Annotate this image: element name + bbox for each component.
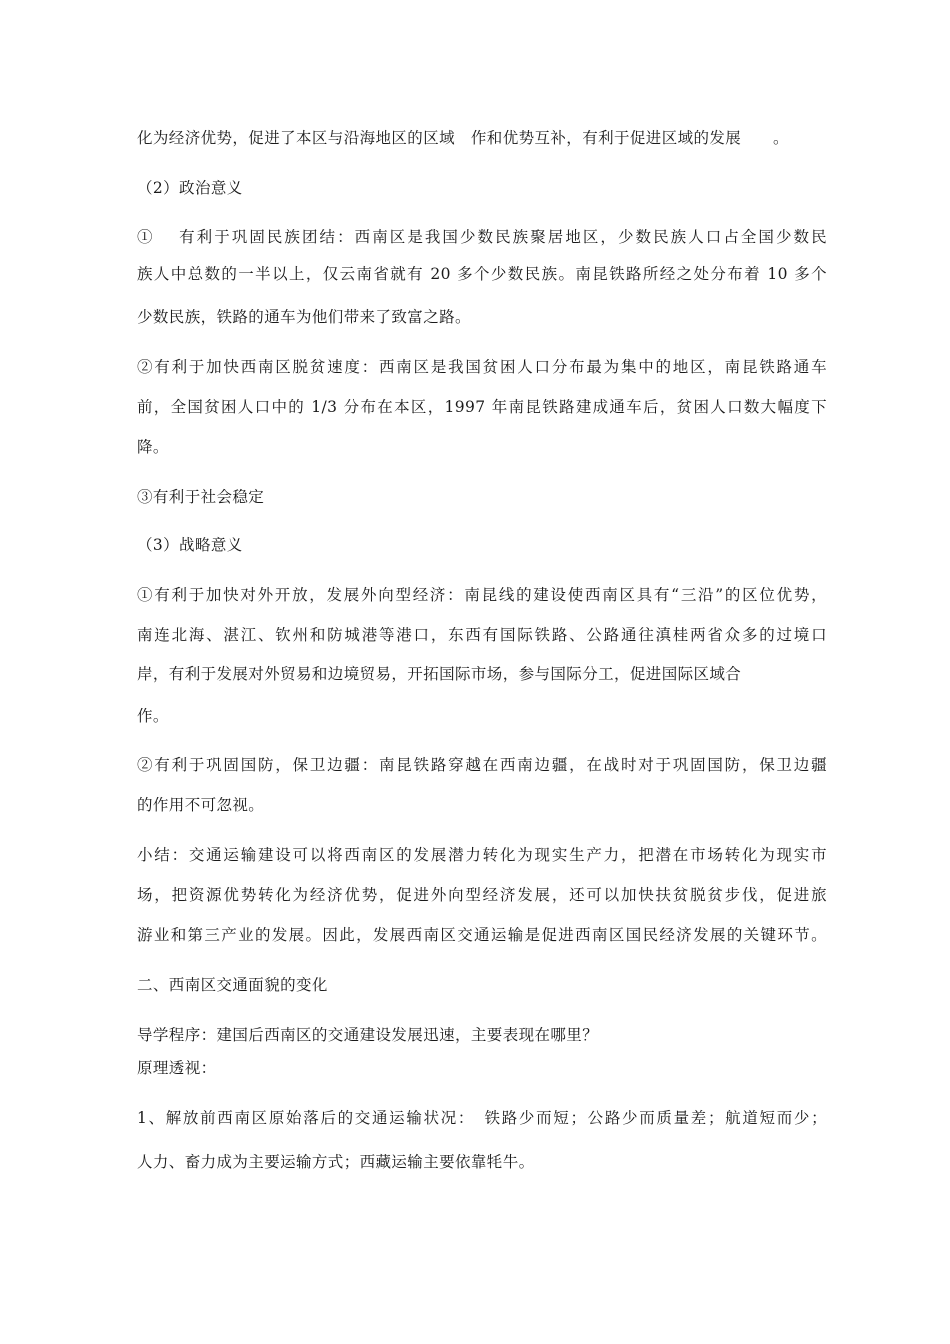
heading-political-significance: （2）政治意义 [137, 179, 243, 197]
text-line-7: 前，全国贫困人口中的 1/3 分布在本区，1997 年南昆铁路建成通车后，贫困人口数大幅度下 [137, 398, 827, 416]
text-line-17: 小结：交通运输建设可以将西南区的发展潜力转化为现实生产力，把潜在市场转化为现实市 [137, 846, 827, 864]
text-line-9: ③有利于社会稳定 [137, 488, 265, 506]
text-line-18: 场，把资源优势转化为经济优势，促进外向型经济发展，还可以加快扶贫脱贫步伐，促进旅 [137, 886, 827, 904]
heading-strategic-significance: （3）战略意义 [137, 536, 243, 554]
text-line-3: ① 有利于巩固民族团结：西南区是我国少数民族聚居地区，少数民族人口占全国少数民 [137, 228, 827, 246]
text-line-5: 少数民族，铁路的通车为他们带来了致富之路。 [137, 308, 471, 326]
text-line-22: 原理透视： [137, 1059, 217, 1077]
text-line-4: 族人中总数的一半以上，仅云南省就有 20 多个少数民族。南昆铁路所经之处分布着 10 多个 [137, 265, 827, 283]
text-line-15: ②有利于巩固国防，保卫边疆：南昆铁路穿越在西南边疆，在战时对于巩固国防，保卫边疆 [137, 756, 827, 774]
text-line-16: 的作用不可忽视。 [137, 796, 265, 814]
text-line-1: 化为经济优势，促进了本区与沿海地区的区域 作和优势互补，有利于促进区域的发展 。 [137, 129, 789, 147]
heading-section-two: 二、西南区交通面貌的变化 [137, 976, 328, 994]
text-line-21: 导学程序：建国后西南区的交通建设发展迅速，主要表现在哪里？ [137, 1026, 599, 1044]
text-line-19: 游业和第三产业的发展。因此，发展西南区交通运输是促进西南区国民经济发展的关键环节。 [137, 926, 827, 944]
text-line-13: 岸，有利于发展对外贸易和边境贸易，开拓国际市场，参与国际分工，促进国际区域合 [137, 665, 742, 683]
text-line-11: ①有利于加快对外开放，发展外向型经济：南昆线的建设使西南区具有“三沿”的区位优势， [137, 586, 827, 604]
text-line-14: 作。 [137, 707, 169, 725]
text-line-6: ②有利于加快西南区脱贫速度：西南区是我国贫困人口分布最为集中的地区，南昆铁路通车 [137, 358, 827, 376]
text-line-24: 人力、畜力成为主要运输方式；西藏运输主要依靠牦牛。 [137, 1153, 535, 1171]
text-line-23: 1、解放前西南区原始落后的交通运输状况： 铁路少而短；公路少而质量差；航道短而少； [137, 1109, 827, 1127]
text-line-12: 南连北海、湛江、钦州和防城港等港口，东西有国际铁路、公路通往滇桂两省众多的过境口 [137, 626, 827, 644]
text-line-8: 降。 [137, 438, 169, 456]
